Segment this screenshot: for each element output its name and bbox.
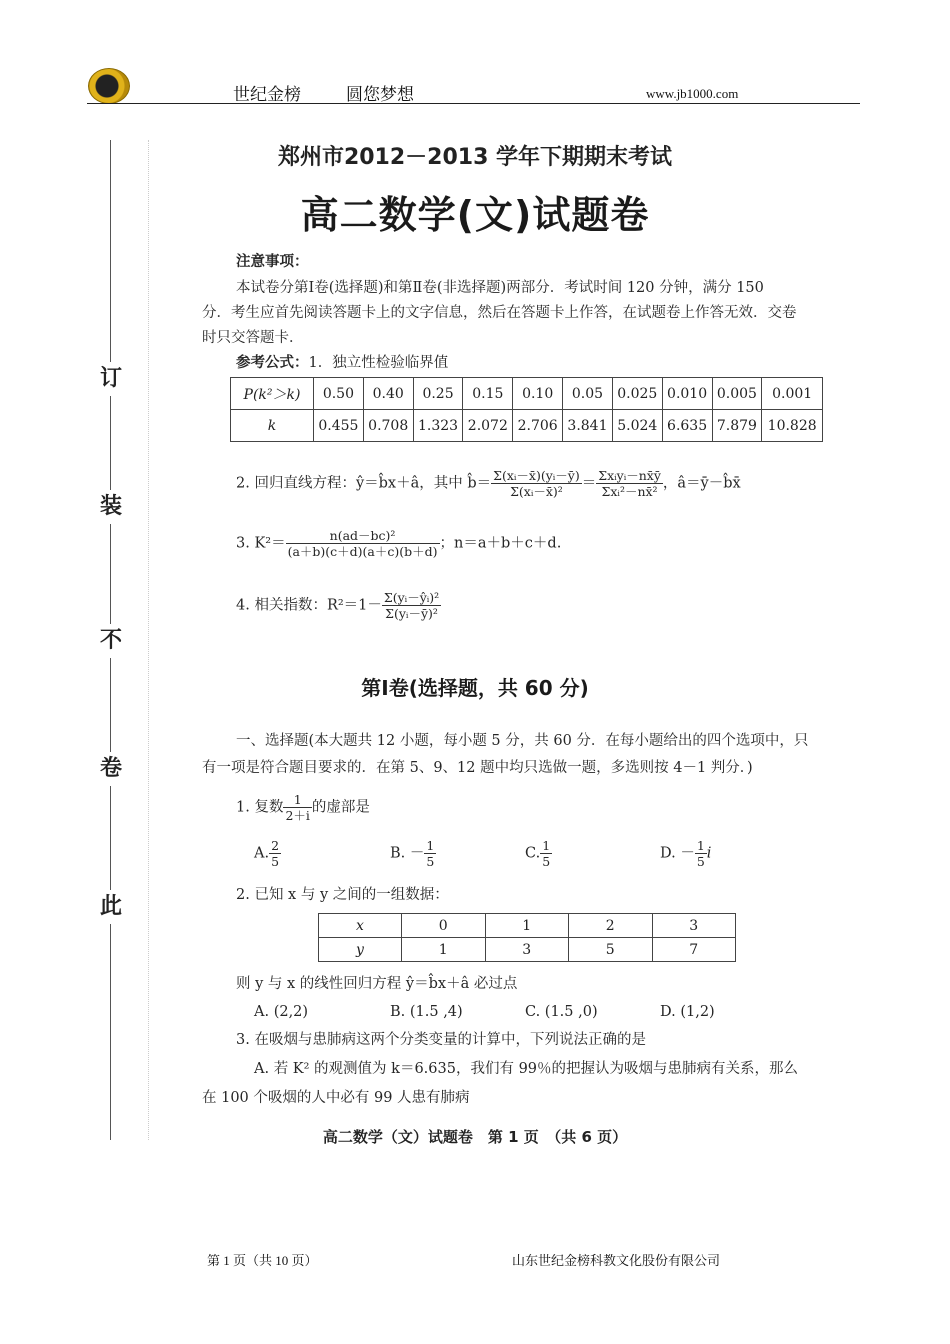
section-1-intro-1: 一、选择题(本大题共 12 小题，每小题 5 分，共 60 分．在每小题给出的四个选项中，只 <box>236 733 809 749</box>
exam-title: 高二数学(文)试题卷 <box>300 193 650 237</box>
question-3-option-a-line-2: 在 100 个吸烟的人中必有 99 人患有肺病 <box>202 1090 470 1106</box>
option-label: B. － <box>390 845 425 862</box>
binding-dotted-line <box>148 140 149 1140</box>
table-cell-head: k <box>231 410 314 442</box>
formula-4-prefix: 4. 相关指数：R²＝1－ <box>236 597 382 614</box>
table-cell: 1 <box>485 914 569 938</box>
table-cell: 0.010 <box>662 378 712 410</box>
table-cell: 0.50 <box>314 378 364 410</box>
formula-3 <box>236 528 561 559</box>
table-row <box>231 378 823 410</box>
question-3-stem: 3. 在吸烟与患肺病这两个分类变量的计算中，下列说法正确的是 <box>236 1032 646 1048</box>
table-cell: 2.072 <box>463 410 513 442</box>
formula-ref-line <box>236 351 448 375</box>
table-cell: 0.40 <box>363 378 413 410</box>
table-cell: 0.25 <box>413 378 463 410</box>
formula-2-equals: ＝ <box>581 475 597 492</box>
option-label: D. － <box>660 845 695 862</box>
question-2-option-d: D. (1,2) <box>660 1004 715 1020</box>
formula-4-fraction <box>382 590 441 621</box>
fraction-numerator: 1 <box>283 792 311 808</box>
exam-subtitle: 郑州市2012－2013 学年下期期末考试 <box>277 145 673 170</box>
table-cell: 10.828 <box>762 410 823 442</box>
question-2-option-b: B. (1.5 ,4) <box>390 1004 463 1020</box>
header-url: www.jb1000.com <box>646 86 739 101</box>
option-suffix: i <box>706 845 712 862</box>
question-1-fraction <box>283 792 311 823</box>
fraction-denominator: Σ(yᵢ－ȳ)² <box>385 606 438 621</box>
table-cell: 1 <box>402 938 486 962</box>
notice-line-2: 分．考生应首先阅读答题卡上的文字信息，然后在答题卡上作答，在试题卷上作答无效．交卷 <box>202 305 797 321</box>
binding-char-juan: 卷 <box>98 752 124 786</box>
question-1-option-c <box>525 838 552 869</box>
table-cell: 2.706 <box>513 410 563 442</box>
fraction-numerator: 1 <box>426 838 435 853</box>
table-cell: 0 <box>402 914 486 938</box>
binding-char-ding: 订 <box>98 362 124 396</box>
binding-char-zhuang: 装 <box>98 490 124 524</box>
header-rule <box>87 103 860 104</box>
notice-line-3: 时只交答题卡． <box>202 330 304 346</box>
section-1-title: 第Ⅰ卷(选择题，共 60 分) <box>361 676 589 700</box>
fraction-numerator: Σxᵢyᵢ－nx̄ȳ <box>598 468 661 483</box>
notice-heading: 注意事项： <box>236 254 309 270</box>
question-2-option-c: C. (1.5 ,0) <box>525 1004 598 1020</box>
formula-3-fraction <box>286 528 440 559</box>
fraction-denominator: 5 <box>696 854 705 869</box>
header-slogan-1: 世纪金榜 <box>233 85 301 105</box>
document-page-number: 第 1 页（共 10 页） <box>207 1253 318 1268</box>
notice-line-1: 本试卷分第Ⅰ卷(选择题)和第Ⅱ卷(非选择题)两部分．考试时间 120 分钟，满分 150 <box>236 280 764 296</box>
table-cell: 5 <box>569 938 653 962</box>
question-1-option-a <box>254 838 281 869</box>
table-cell-head: y <box>319 938 402 962</box>
question-2-line-2: 则 y 与 x 的线性回归方程 ŷ＝b̂x＋â 必过点 <box>236 976 518 992</box>
fraction-denominator: 5 <box>542 854 551 869</box>
question-1-prefix: 1. 复数 <box>236 799 284 816</box>
formula-2-suffix: ，â＝ȳ－b̂x̄ <box>662 475 741 492</box>
table-cell: 3.841 <box>563 410 613 442</box>
option-fraction <box>269 838 281 869</box>
formula-3-suffix: ；n＝a＋b＋c＋d. <box>439 535 562 552</box>
header-slogan-2: 圆您梦想 <box>346 85 414 105</box>
table-cell: 1.323 <box>413 410 463 442</box>
question-2-stem: 2. 已知 x 与 y 之间的一组数据： <box>236 887 449 903</box>
table-cell: 0.10 <box>513 378 563 410</box>
gold-medal-logo-icon <box>88 68 130 104</box>
formula-2-fraction-1 <box>491 468 582 499</box>
table-row <box>231 410 823 442</box>
formula-ref-label: 参考公式： <box>236 355 309 371</box>
fraction-numerator: n(ad－bc)² <box>286 528 440 544</box>
question-1-stem <box>236 792 370 823</box>
table-cell: 7 <box>652 938 736 962</box>
formula-2-fraction-2 <box>596 468 663 499</box>
question-3-option-a-line-1: A. 若 K² 的观测值为 k＝6.635，我们有 99％的把握认为吸烟与患肺病有关系，那么 <box>254 1061 799 1077</box>
fraction-numerator: Σ(yᵢ－ŷᵢ)² <box>383 590 440 605</box>
table-cell: 6.635 <box>662 410 712 442</box>
formula-3-prefix: 3. K²＝ <box>236 535 286 552</box>
option-label: A. <box>254 845 270 862</box>
fraction-denominator: 5 <box>426 854 435 869</box>
binding-char-bu: 不 <box>98 624 124 658</box>
table-cell: 0.455 <box>314 410 364 442</box>
formula-ref-item-1: 1．独立性检验临界值 <box>308 355 449 371</box>
option-fraction <box>695 838 707 869</box>
formula-2-prefix: 2. 回归直线方程：ŷ＝b̂x＋â，其中 b̂＝ <box>236 475 492 492</box>
question-1-option-d <box>660 838 711 869</box>
question-2-data-table <box>318 913 736 962</box>
table-cell: 0.001 <box>762 378 823 410</box>
table-cell: 0.05 <box>563 378 613 410</box>
table-cell: 0.025 <box>612 378 662 410</box>
option-label: C. <box>525 845 541 862</box>
exam-page-footer: 高二数学（文）试题卷 第 1 页 （共 6 页） <box>322 1128 628 1146</box>
table-row <box>319 938 736 962</box>
question-1-option-b <box>390 838 436 869</box>
table-cell: 2 <box>569 914 653 938</box>
fraction-numerator: 1 <box>542 838 551 853</box>
table-cell: 3 <box>652 914 736 938</box>
formula-2 <box>236 468 741 499</box>
critical-value-table <box>230 377 823 442</box>
table-row <box>319 914 736 938</box>
fraction-numerator: Σ(xᵢ－x̄)(yᵢ－ȳ) <box>493 468 580 483</box>
question-1-suffix: 的虚部是 <box>311 799 370 816</box>
table-cell-head: x <box>319 914 402 938</box>
table-cell: 5.024 <box>612 410 662 442</box>
table-cell: 0.708 <box>363 410 413 442</box>
fraction-numerator: 1 <box>696 838 705 853</box>
fraction-numerator: 2 <box>271 838 280 853</box>
option-fraction <box>424 838 436 869</box>
fraction-denominator: (a＋b)(c＋d)(a＋c)(b＋d) <box>287 544 438 559</box>
binding-char-ci: 此 <box>98 890 124 924</box>
table-cell: 0.15 <box>463 378 513 410</box>
fraction-denominator: Σ(xᵢ－x̄)² <box>510 484 563 499</box>
fraction-denominator: 5 <box>271 854 280 869</box>
question-2-option-a: A. (2,2) <box>254 1004 309 1020</box>
document-company: 山东世纪金榜科教文化股份有限公司 <box>512 1253 721 1268</box>
option-fraction <box>540 838 552 869</box>
fraction-denominator: Σxᵢ²－nx̄² <box>601 484 658 499</box>
section-1-intro-2: 有一项是符合题目要求的．在第 5、9、12 题中均只选做一题，多选则按 4－1 判分．) <box>202 760 753 776</box>
formula-4 <box>236 590 441 621</box>
table-cell-head: P(k²＞k) <box>231 378 314 410</box>
table-cell: 0.005 <box>712 378 762 410</box>
table-cell: 3 <box>485 938 569 962</box>
table-cell: 7.879 <box>712 410 762 442</box>
fraction-denominator: 2＋i <box>285 808 310 823</box>
